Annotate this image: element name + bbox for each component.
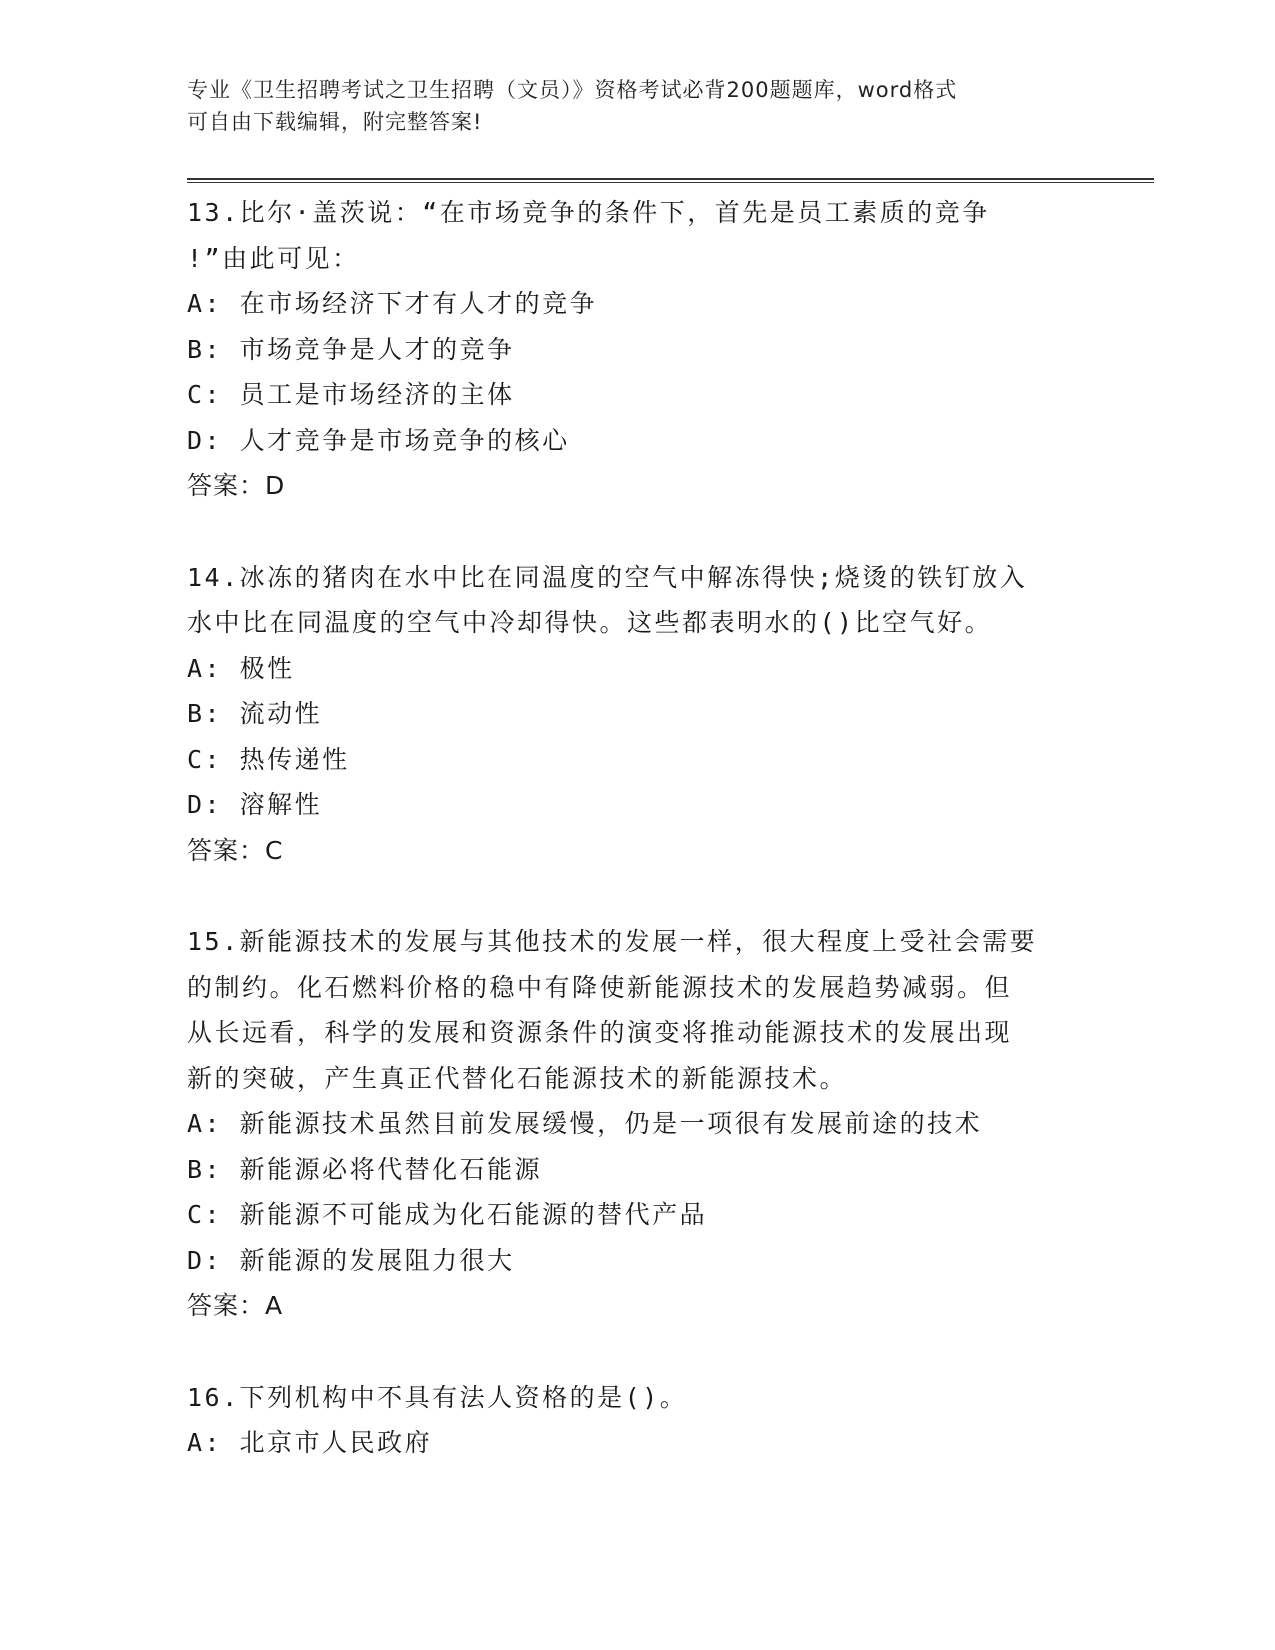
option-a: A: 新能源技术虽然目前发展缓慢，仍是一项很有发展前途的技术 — [187, 1109, 983, 1138]
answer: 答案：C — [187, 835, 284, 865]
question-list — [187, 190, 1087, 1512]
question-text: 新的突破，产生真正代替化石能源技术的新能源技术。 — [187, 1063, 848, 1093]
option-a: A: 极性 — [187, 653, 295, 683]
document-header — [187, 74, 1067, 138]
option-a: A: 在市场经济下才有人才的竞争 — [187, 289, 598, 318]
question-15 — [187, 919, 1087, 1329]
question-text: 从长远看，科学的发展和资源条件的演变将推动能源技术的发展出现 — [187, 1018, 1013, 1047]
question-14 — [187, 555, 1087, 874]
question-text: 水中比在同温度的空气中冷却得快。这些都表明水的()比空气好。 — [187, 608, 993, 637]
question-text: 16.下列机构中不具有法人资格的是()。 — [187, 1382, 688, 1412]
answer: 答案：A — [187, 1291, 284, 1320]
option-d: D: 人才竞争是市场竞争的核心 — [187, 425, 570, 455]
option-b: B: 市场竞争是人才的竞争 — [187, 334, 515, 364]
question-text: !”由此可见： — [187, 243, 360, 273]
header-divider — [187, 178, 1154, 183]
header-line-2: 可自由下载编辑，附完整答案! — [187, 110, 483, 134]
option-b: B: 流动性 — [187, 699, 323, 728]
question-16 — [187, 1375, 1087, 1466]
option-c: C: 新能源不可能成为化石能源的替代产品 — [187, 1200, 708, 1229]
option-d: D: 溶解性 — [187, 790, 323, 819]
question-text: 14.冰冻的猪肉在水中比在同温度的空气中解冻得快;烧烫的铁钉放入 — [187, 562, 1028, 592]
question-13 — [187, 190, 1087, 509]
option-b: B: 新能源必将代替化石能源 — [187, 1154, 543, 1184]
option-c: C: 员工是市场经济的主体 — [187, 380, 515, 409]
answer: 答案：D — [187, 471, 286, 500]
option-d: D: 新能源的发展阻力很大 — [187, 1245, 515, 1275]
option-a: A: 北京市人民政府 — [187, 1428, 433, 1457]
header-line-1: 专业《卫生招聘考试之卫生招聘（文员）》资格考试必背200题题库，word格式 — [187, 78, 958, 102]
question-text: 的制约。化石燃料价格的稳中有降使新能源技术的发展趋势减弱。但 — [187, 972, 1013, 1002]
question-text: 15.新能源技术的发展与其他技术的发展一样，很大程度上受社会需要 — [187, 927, 1038, 956]
option-c: C: 热传递性 — [187, 744, 350, 774]
question-text: 13.比尔·盖茨说：“在市场竞争的条件下，首先是员工素质的竞争 — [187, 198, 990, 227]
